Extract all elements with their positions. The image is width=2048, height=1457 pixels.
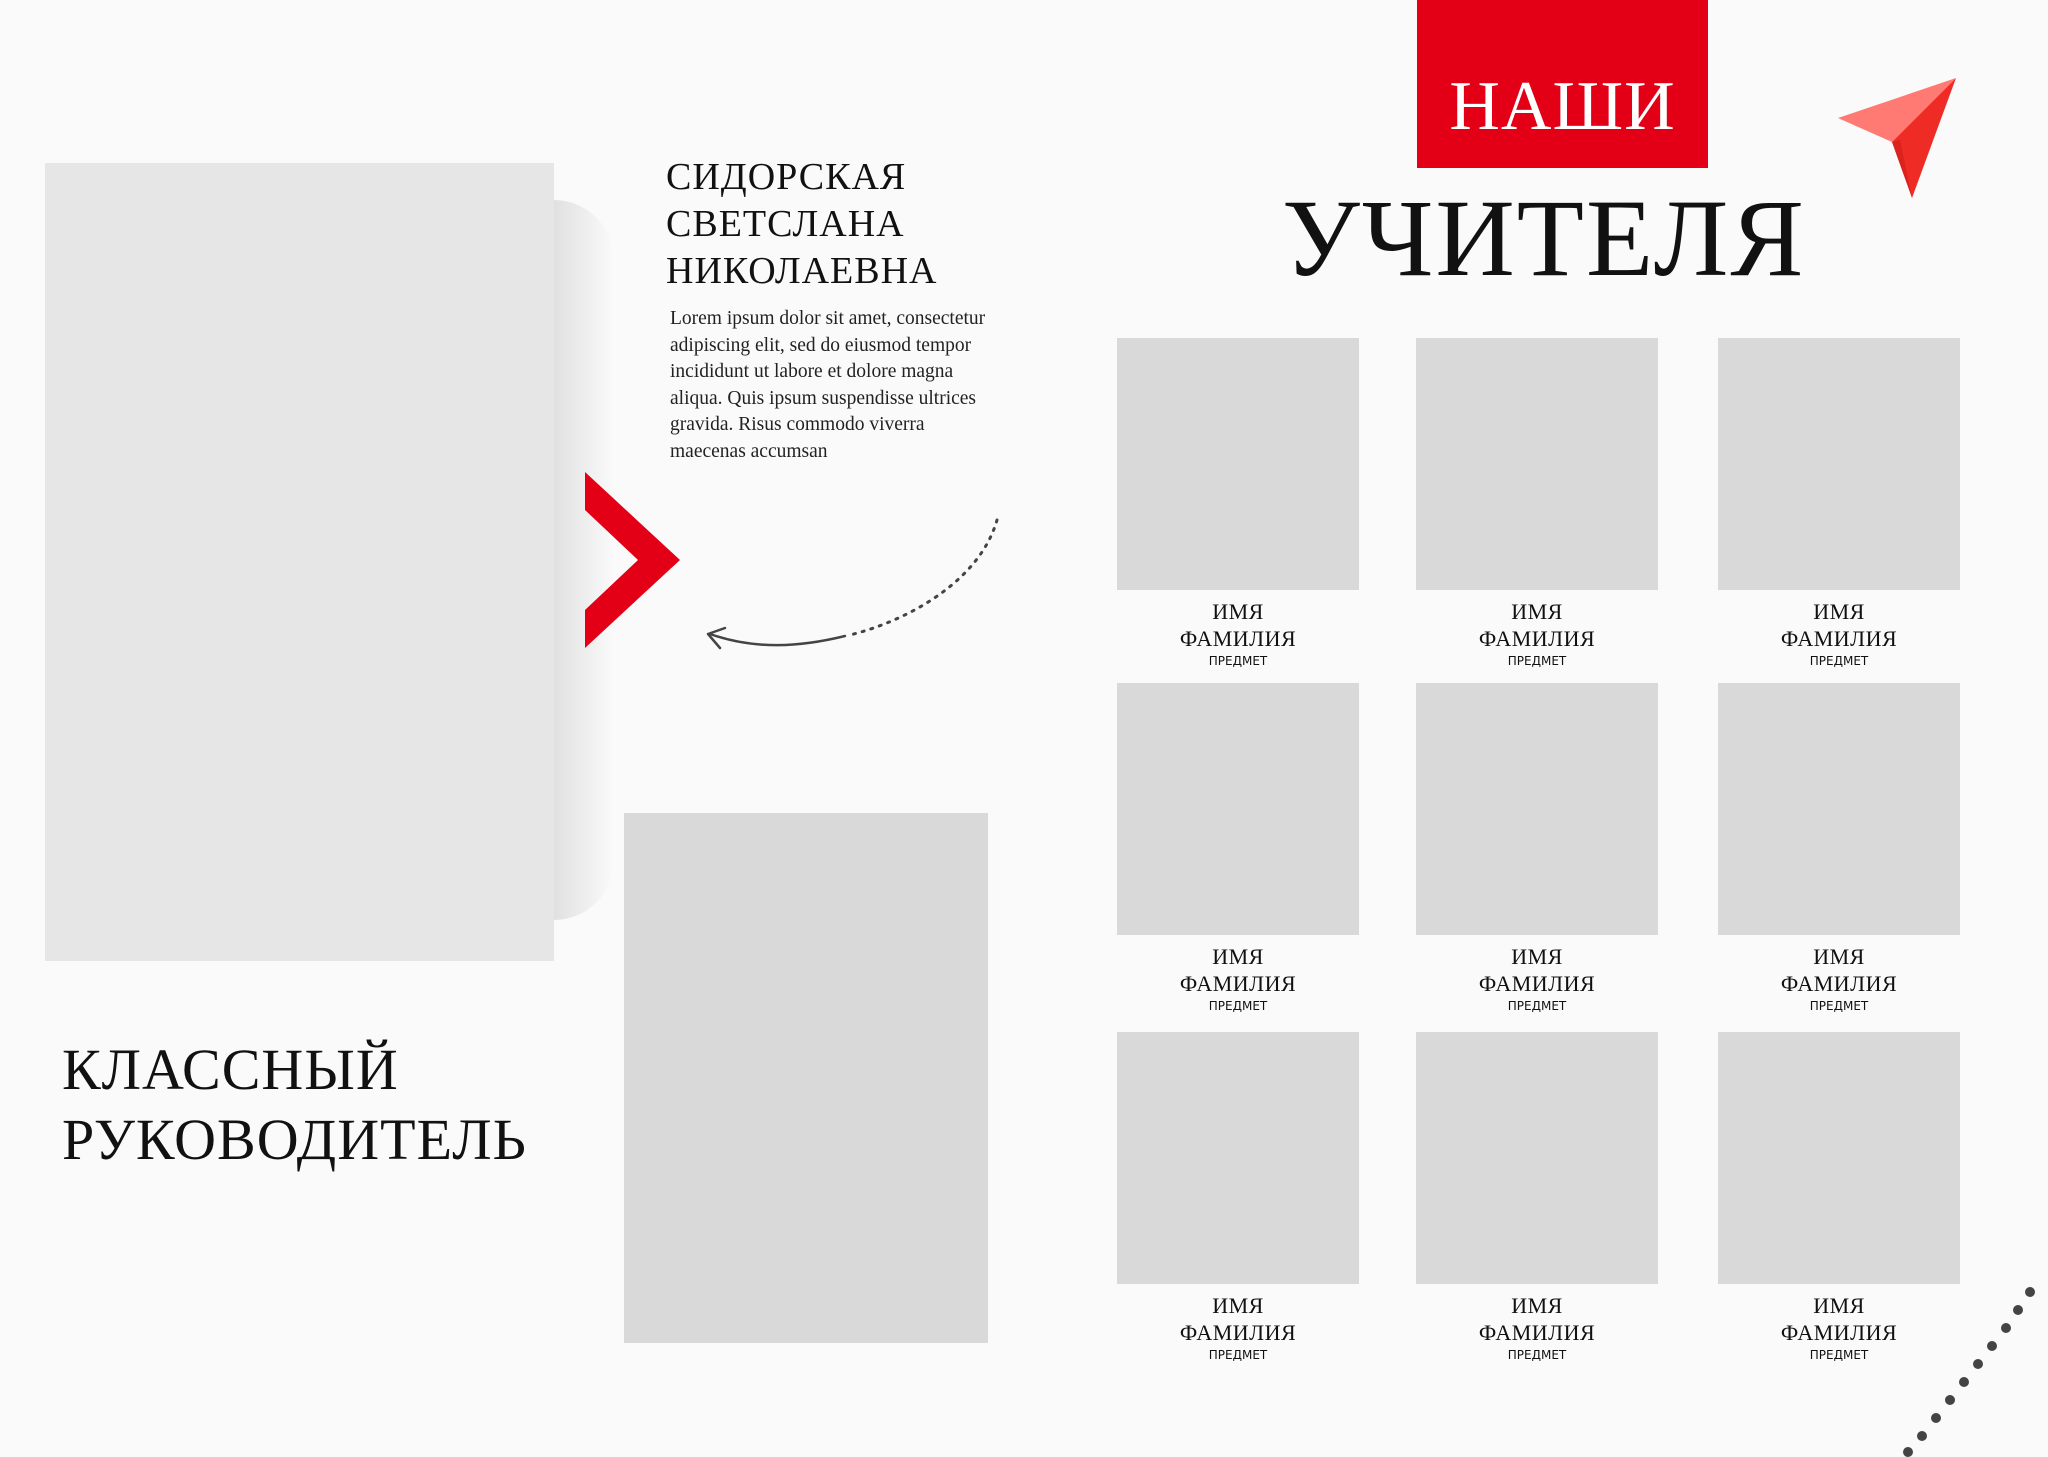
class-teacher-bio: Lorem ipsum dolor sit amet, consectetur adipiscing elit, sed do eiusmod tempor incididunt ut labore et dolore magna aliqua. Quis ipsum suspendisse ultrices gravida. Risus commodo viverra maecenas accumsan <box>670 308 986 462</box>
teacher-card[interactable] <box>1718 683 1960 1014</box>
teacher-last-name: ФАМИЛИЯ <box>1780 971 1898 996</box>
teacher-photo-placeholder[interactable] <box>1117 683 1359 935</box>
teacher-card[interactable] <box>1117 683 1359 1014</box>
class-title-line1: КЛАССНЫЙ <box>62 1037 399 1102</box>
dots-decoration-icon <box>1880 1270 2048 1457</box>
teacher-card[interactable] <box>1416 338 1658 669</box>
name-line3: НИКОЛАЕВНА <box>666 250 938 292</box>
decoration-dot <box>2001 1323 2011 1333</box>
decoration-dot <box>1987 1341 1997 1351</box>
header-nashi-text: НАШИ <box>1449 68 1676 145</box>
teacher-last-name: ФАМИЛИЯ <box>1478 626 1596 651</box>
teacher-last-name: ФАМИЛИЯ <box>1478 1320 1596 1345</box>
teacher-card[interactable] <box>1718 338 1960 669</box>
teacher-first-name: ИМЯ <box>1511 1293 1563 1318</box>
teacher-subject: ПРЕДМЕТ <box>1507 1348 1567 1362</box>
name-line2: СВЕТСЛАНА <box>666 203 905 245</box>
decoration-dot <box>1903 1447 1913 1457</box>
class-teacher-name <box>666 154 1066 295</box>
decoration-dot <box>2013 1305 2023 1315</box>
teacher-subject: ПРЕДМЕТ <box>1507 999 1567 1013</box>
teacher-card[interactable] <box>1416 683 1658 1014</box>
teacher-subject: ПРЕДМЕТ <box>1208 654 1268 668</box>
header-uchitelya: УЧИТЕЛЯ <box>1282 177 1806 299</box>
name-line1: СИДОРСКАЯ <box>666 156 907 198</box>
teacher-card[interactable] <box>1416 1032 1658 1363</box>
header-nashi-badge <box>1417 0 1708 168</box>
teacher-photo-placeholder[interactable] <box>1117 1032 1359 1284</box>
teacher-last-name: ФАМИЛИЯ <box>1780 626 1898 651</box>
teacher-photo-placeholder[interactable] <box>1718 683 1960 935</box>
secondary-photo-placeholder[interactable] <box>624 813 988 1343</box>
teacher-first-name: ИМЯ <box>1813 599 1865 624</box>
teacher-last-name: ФАМИЛИЯ <box>1478 971 1596 996</box>
teacher-first-name: ИМЯ <box>1813 944 1865 969</box>
teacher-subject: ПРЕДМЕТ <box>1507 654 1567 668</box>
teacher-photo-placeholder[interactable] <box>1416 338 1658 590</box>
teacher-first-name: ИМЯ <box>1813 1293 1865 1318</box>
teacher-subject: ПРЕДМЕТ <box>1809 999 1869 1013</box>
decoration-dot <box>1959 1377 1969 1387</box>
teacher-first-name: ИМЯ <box>1212 599 1264 624</box>
chevron-arrow-icon <box>560 460 690 660</box>
decoration-dot <box>1973 1359 1983 1369</box>
teacher-last-name: ФАМИЛИЯ <box>1179 1320 1297 1345</box>
class-title-line2: РУКОВОДИТЕЛЬ <box>62 1107 527 1172</box>
class-teacher-title <box>62 1035 527 1175</box>
decoration-dot <box>1917 1431 1927 1441</box>
decoration-dot <box>1931 1413 1941 1423</box>
teacher-last-name: ФАМИЛИЯ <box>1179 626 1297 651</box>
paper-plane-icon <box>1830 70 1970 210</box>
teacher-photo-placeholder[interactable] <box>1718 338 1960 590</box>
teacher-first-name: ИМЯ <box>1511 944 1563 969</box>
teacher-photo-placeholder[interactable] <box>1117 338 1359 590</box>
decoration-dot <box>1945 1395 1955 1405</box>
teacher-photo-placeholder[interactable] <box>1416 683 1658 935</box>
teacher-first-name: ИМЯ <box>1212 1293 1264 1318</box>
decoration-dot <box>2025 1287 2035 1297</box>
teacher-last-name: ФАМИЛИЯ <box>1179 971 1297 996</box>
teacher-card[interactable] <box>1117 338 1359 669</box>
teacher-subject: ПРЕДМЕТ <box>1208 999 1268 1013</box>
curved-arrow-icon <box>690 510 1010 660</box>
teacher-last-name: ФАМИЛИЯ <box>1780 1320 1898 1345</box>
teacher-card[interactable] <box>1117 1032 1359 1363</box>
teacher-subject: ПРЕДМЕТ <box>1809 1348 1869 1362</box>
teacher-photo-placeholder[interactable] <box>1718 1032 1960 1284</box>
class-teacher-photo-placeholder[interactable] <box>45 163 554 961</box>
teacher-first-name: ИМЯ <box>1511 599 1563 624</box>
teacher-first-name: ИМЯ <box>1212 944 1264 969</box>
teacher-subject: ПРЕДМЕТ <box>1208 1348 1268 1362</box>
teacher-subject: ПРЕДМЕТ <box>1809 654 1869 668</box>
teacher-photo-placeholder[interactable] <box>1416 1032 1658 1284</box>
